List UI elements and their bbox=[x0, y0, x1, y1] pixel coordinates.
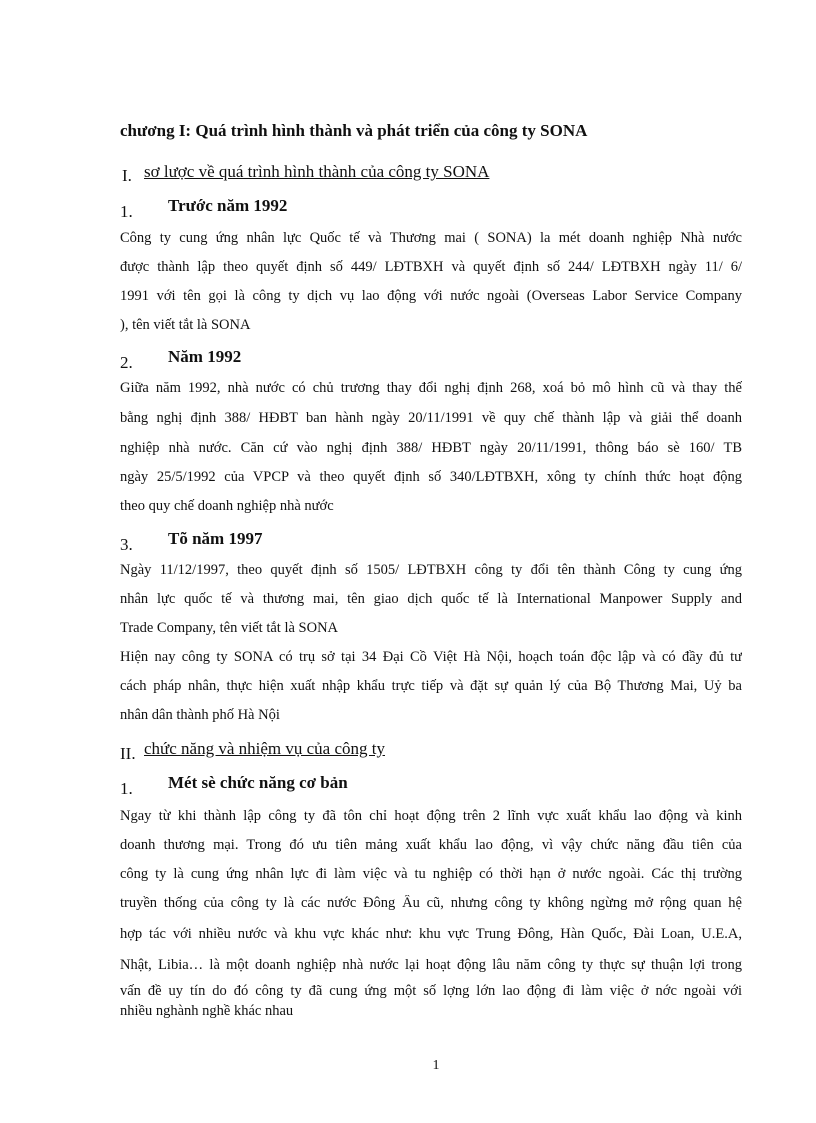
paragraph-line: công ty là cung ứng nhân lực đi làm việc và tu nghiệp có thời hạn ở nước ngoài. Các thị trường bbox=[120, 866, 742, 882]
paragraph-line: cách pháp nhân, thực hiện xuất nhập khẩu trực tiếp và đặt sự quản lý của Bộ Thương Mai, Uỷ ba bbox=[120, 678, 742, 694]
page-number: 1 bbox=[432, 1058, 440, 1073]
paragraph-line: doanh thương mại. Trong đó ưu tiên mảng xuất khẩu lao động, vì vậy chức năng đầu tiên của bbox=[120, 837, 742, 853]
paragraph-line: nhiều nghành nghề khác nhau bbox=[120, 1003, 294, 1019]
subsection-number: 3. bbox=[120, 535, 133, 554]
paragraph-line: Giữa năm 1992, nhà nước có chủ trương thay đổi nghị định 268, xoá bỏ mô hình cũ và thay thế bbox=[120, 380, 742, 396]
section-number: I. bbox=[122, 166, 132, 185]
paragraph-line: Hiện nay công ty SONA có trụ sở tại 34 Đại Cồ Việt Hà Nội, hoạch toán độc lập và có đầy đủ tư bbox=[120, 649, 742, 665]
paragraph-line: nhân lực quốc tế và thương mai, tên giao dịch quốc tế là International Manpower Supply and bbox=[120, 591, 742, 607]
subsection-number: 1. bbox=[120, 202, 133, 221]
paragraph-line: theo quy chế doanh nghiệp nhà nước bbox=[120, 498, 334, 514]
paragraph-line: Nhật, Libia… là một doanh nghiệp nhà nước lại hoạt động lâu năm công ty thực sự thuận lợi trong bbox=[120, 957, 742, 973]
paragraph-line: nghiệp nhà nước. Căn cứ vào nghị định 388/ HĐBT ngày 20/11/1991, thông báo sè 160/ TB bbox=[120, 440, 742, 456]
paragraph-line: Ngay từ khi thành lập công ty đã tôn chỉ hoạt động trên 2 lĩnh vực xuất khẩu lao động và kinh bbox=[120, 808, 742, 824]
paragraph-line: 1991 với tên gọi là công ty dịch vụ lao động với nước ngoài (Overseas Labor Service Company bbox=[120, 288, 742, 304]
paragraph-line: bằng nghị định 388/ HĐBT ban hành ngày 20/11/1991 về quy chế thành lập và giải thể doanh bbox=[120, 410, 742, 426]
section-heading: sơ lược về quá trình hình thành của công ty SONA bbox=[144, 162, 490, 181]
subsection-heading: Năm 1992 bbox=[168, 347, 242, 366]
paragraph-line: truyền thống của công ty là các nước Đông Âu cũ, nhưng công ty không ngừng mở rộng quan hệ bbox=[120, 895, 742, 911]
chapter-title: chương I: Quá trình hình thành và phát triển của công ty SONA bbox=[120, 121, 588, 140]
paragraph-line: ngày 25/5/1992 của VPCP và theo quyết định số 340/LĐTBXH, xông ty chính thức hoạt động bbox=[120, 469, 742, 485]
paragraph-line: nhân dân thành phố Hà Nội bbox=[120, 707, 280, 723]
subsection-number: 2. bbox=[120, 353, 133, 372]
paragraph-line: Ngày 11/12/1997, theo quyết định số 1505/ LĐTBXH công ty đổi tên thành Công ty cung ứng bbox=[120, 562, 742, 578]
paragraph-line: được thành lập theo quyết định số 449/ LĐTBXH và quyết định số 244/ LĐTBXH ngày 11/ 6/ bbox=[120, 259, 742, 275]
paragraph-line: hợp tác với nhiều nước và khu vực khác như: khu vực Trung Đông, Hàn Quốc, Đài Loan, U.E.A, bbox=[120, 926, 742, 942]
section-heading: chức năng và nhiệm vụ của công ty bbox=[144, 739, 385, 758]
paragraph-line: ), tên viết tắt là SONA bbox=[120, 317, 251, 333]
subsection-heading: Mét sè chức năng cơ bản bbox=[168, 773, 348, 792]
paragraph-line: vấn đề uy tín do đó công ty đã cung ứng một số lợng lớn lao động đi làm việc ở nớc ngoài với bbox=[120, 983, 742, 999]
subsection-number: 1. bbox=[120, 779, 133, 798]
subsection-heading: Trước năm 1992 bbox=[168, 196, 288, 215]
paragraph-line: Trade Company, tên viết tắt là SONA bbox=[120, 620, 339, 636]
subsection-heading: Tõ năm 1997 bbox=[168, 529, 263, 548]
section-number: II. bbox=[120, 744, 136, 763]
paragraph-line: Công ty cung ứng nhân lực Quốc tế và Thương mai ( SONA) la mét doanh nghiệp Nhà nước bbox=[120, 230, 742, 246]
